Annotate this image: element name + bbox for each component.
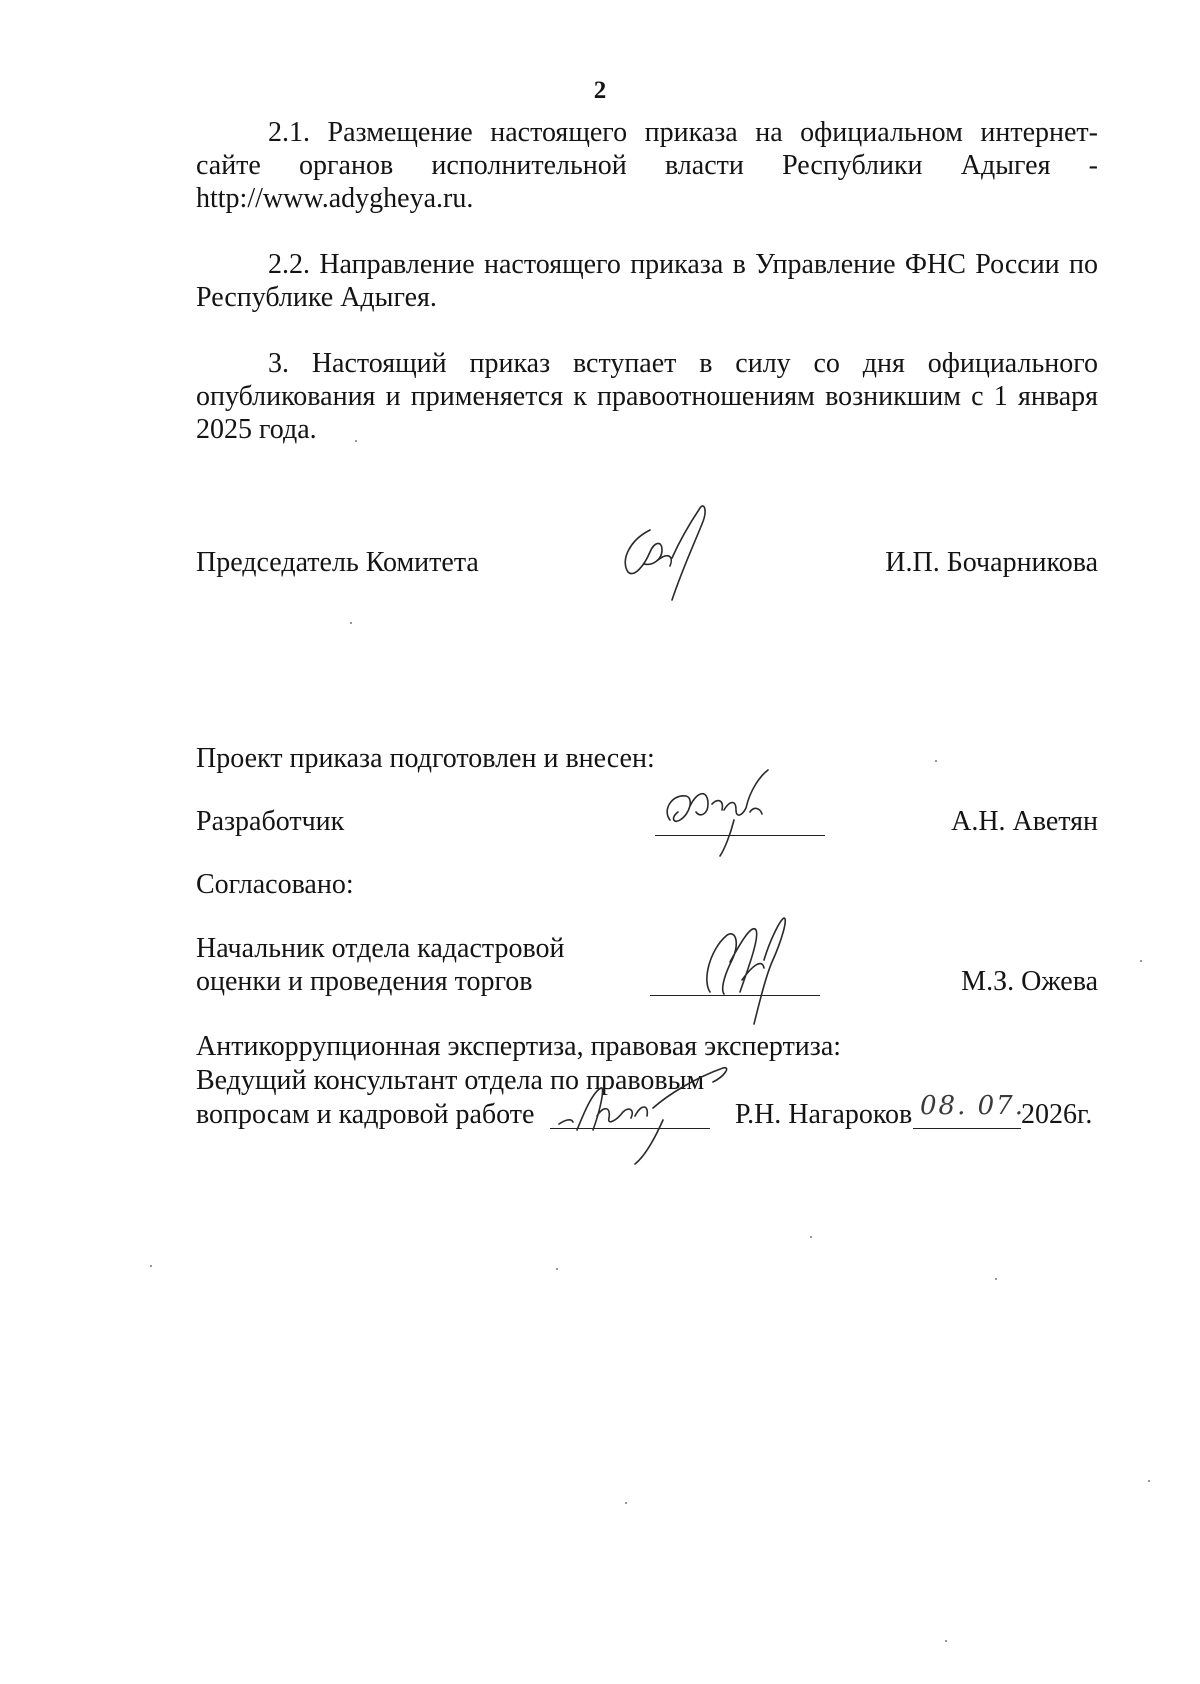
scan-speck [150, 1265, 152, 1267]
scan-speck [995, 1278, 997, 1280]
head-name: М.З. Ожева [961, 966, 1098, 997]
scan-speck [1148, 1480, 1150, 1482]
year-suffix: 2026г. [1021, 1099, 1093, 1130]
handwritten-date: 08. 07. [920, 1091, 1025, 1121]
developer-signature-icon [650, 760, 800, 860]
paragraph-2-2: 2.2. Направление настоящего приказа в Управление ФНС России по Республике Адыгея. [196, 249, 1098, 313]
chairman-title: Председатель Комитета [196, 547, 479, 578]
head-signature-icon [680, 900, 800, 1030]
scan-speck [935, 760, 937, 762]
developer-row [196, 805, 1098, 845]
chairman-signature-icon [610, 500, 720, 610]
scan-speck [355, 440, 357, 442]
scan-speck [625, 1502, 627, 1504]
expertise-heading: Антикоррупционная экспертиза, правовая экспертиза: [196, 1031, 842, 1062]
paragraph-3: 3. Настоящий приказ вступает в силу со дня официального опубликования и применяется к правоотношениям возникшим с 1 января 2025 года. [196, 348, 1098, 445]
consultant-role-line2: вопросам и кадровой работе [196, 1099, 535, 1130]
consultant-name: Р.Н. Нагароков [735, 1099, 913, 1130]
consultant-signature-icon [545, 1060, 745, 1170]
scan-speck [810, 1236, 812, 1238]
project-heading: Проект приказа подготовлен и внесен: [196, 743, 655, 774]
page-number: 2 [593, 77, 607, 104]
scan-speck [945, 1640, 947, 1642]
scan-speck [1140, 960, 1142, 962]
chairman-name: И.П. Бочарникова [885, 547, 1098, 578]
scan-speck [350, 622, 352, 624]
paragraph-2-1: 2.1. Размещение настоящего приказа на официальном интернет-сайте органов исполнительной власти Республики Адыгея - http://www.adygheya.ru. [196, 117, 1098, 214]
head-row [196, 965, 1098, 1005]
consultant-role-line1: Ведущий консультант отдела по правовым [196, 1065, 705, 1096]
date-line [913, 1128, 1021, 1129]
developer-name: А.Н. Аветян [951, 806, 1098, 837]
head-role-line2: оценки и проведения торгов [196, 966, 533, 997]
scan-speck [556, 1268, 558, 1270]
head-role-line1: Начальник отдела кадастровой [196, 933, 565, 964]
approved-label: Согласовано: [196, 869, 354, 900]
developer-role: Разработчик [196, 806, 345, 837]
